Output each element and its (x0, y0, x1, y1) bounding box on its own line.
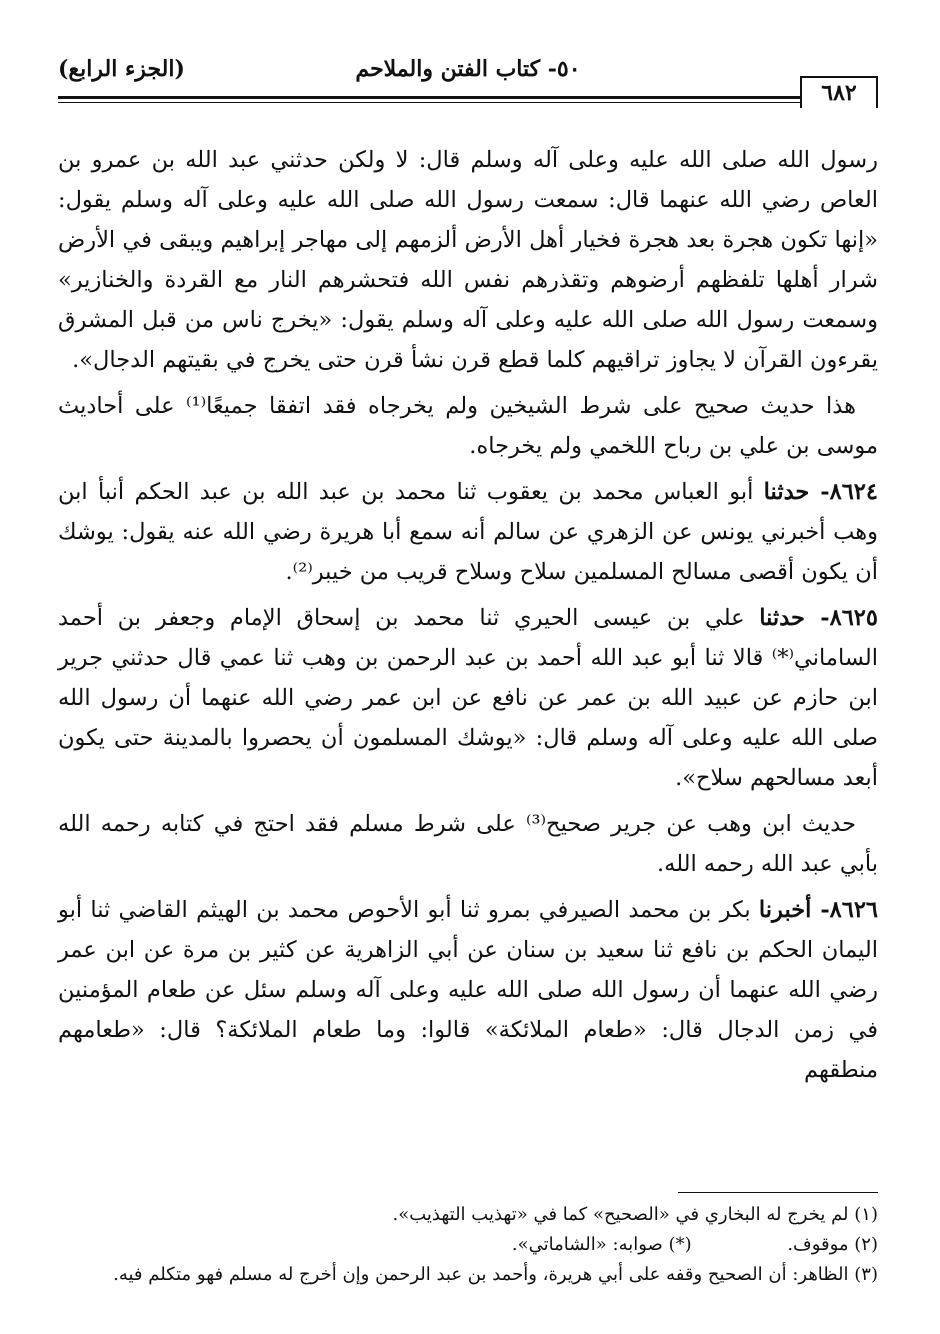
chapter-title: ٥٠- كتاب الفتن والملاحم (355, 56, 581, 82)
footnote-star: (*) صوابه: «الشاماتي». (511, 1234, 692, 1255)
paragraph-3: حديث ابن وهب عن جرير صحيح⁽³⁾ على شرط مسلم فقد احتج في كتابه رحمه الله بأبي عبد الله رحمه الله. (58, 811, 878, 877)
page-number: ٦٨٢ (800, 76, 878, 108)
footnote-separator (678, 1192, 878, 1193)
page-header (58, 52, 878, 106)
hadith-8626 (58, 890, 878, 1090)
hadith-text-8626: بكر بن محمد الصيرفي بمرو ثنا أبو الأحوص محمد بن الهيثم القاضي ثنا أبو اليمان الحكم بن نافع ثنا سعيد بن سنان عن أبي الزاهرية عن كثير بن مرة عن ابن عمر رضي الله عنهما أن رسول الله صلى الله عليه وعلى آله وسلم سئل عن طعام المؤمنين في زمن الدجال قال: «طعام الملائكة» قالوا: وما طعام الملائكة؟ قال: «طعامهم منطقهم (58, 897, 878, 1083)
hadith-text-8625: علي بن عيسى الحيري ثنا محمد بن إسحاق الإمام وجعفر بن أحمد الساماني⁽*⁾ قالا ثنا أبو عبد الله أحمد بن عبد الرحمن بن وهب ثنا عمي قال حدثني جرير ابن حازم عن عبيد الله بن عمر عن نافع عن ابن عمر رضي الله عنهما أن رسول الله صلى الله عليه وعلى آله وسلم قال: «يوشك المسلمون أن يحصروا بالمدينة حتى يكون أبعد مسالحهم سلاح». (58, 605, 878, 791)
hadith-number-8624: ٨٦٢٤- حدثنا (763, 479, 878, 505)
hadith-number-8626: ٨٦٢٦- أخبرنا (758, 897, 878, 923)
header-rule-thin (58, 102, 800, 103)
hadith-number-8625: ٨٦٢٥- حدثنا (759, 605, 878, 631)
footnotes (58, 1200, 878, 1290)
footnote-3: (٣) الظاهر: أن الصحيح وقفه على أبي هريرة، وأحمد بن عبد الرحمن وإن أخرج له مسلم فهو متكلم فيه. (113, 1264, 878, 1285)
footnote-1: (١) لم يخرج له البخاري في «الصحيح» كما في «تهذيب التهذيب». (392, 1204, 878, 1225)
hadith-text-8624: أبو العباس محمد بن يعقوب ثنا محمد بن عبد الله بن عبد الحكم أنبأ ابن وهب أخبرني يونس عن الزهري عن سالم أنه سمع أبا هريرة رضي الله عنه يقول: يوشك أن يكون أقصى مسالح المسلمين سلاح وسلاح قريب من خيبر⁽²⁾. (58, 479, 878, 585)
paragraph-1: رسول الله صلى الله عليه وعلى آله وسلم قال: لا ولكن حدثني عبد الله بن عمرو بن العاص رضي الله عنهما قال: سمعت رسول الله صلى الله عليه وعلى آله وسلم يقول: «إنها تكون هجرة بعد هجرة فخيار أهل الأرض ألزمهم إلى مهاجر إبراهيم ويبقى في الأرض شرار أهلها تلفظهم أرضوهم وتقذرهم نفس الله فتحشرهم النار مع القردة والخنازير» وسمعت رسول الله صلى الله عليه وعلى آله وسلم يقول: «يخرج ناس من قبل المشرق يقرءون القرآن لا يجاوز تراقيهم كلما قطع قرن نشأ قرن حتى يخرج في بقيتهم الدجال». (58, 147, 878, 373)
footnote-2-row (58, 1230, 878, 1260)
hadith-8625 (58, 598, 878, 798)
volume-label: (الجزء الرابع) (58, 56, 185, 82)
footnote-2: (٢) موقوف. (787, 1234, 878, 1255)
hadith-8624 (58, 472, 878, 592)
header-rule-thick (58, 96, 800, 99)
main-text (58, 140, 878, 1096)
paragraph-2: هذا حديث صحيح على شرط الشيخين ولم يخرجاه فقد اتفقا جميعًا⁽¹⁾ على أحاديث موسى بن علي بن رباح اللخمي ولم يخرجاه. (58, 393, 878, 459)
